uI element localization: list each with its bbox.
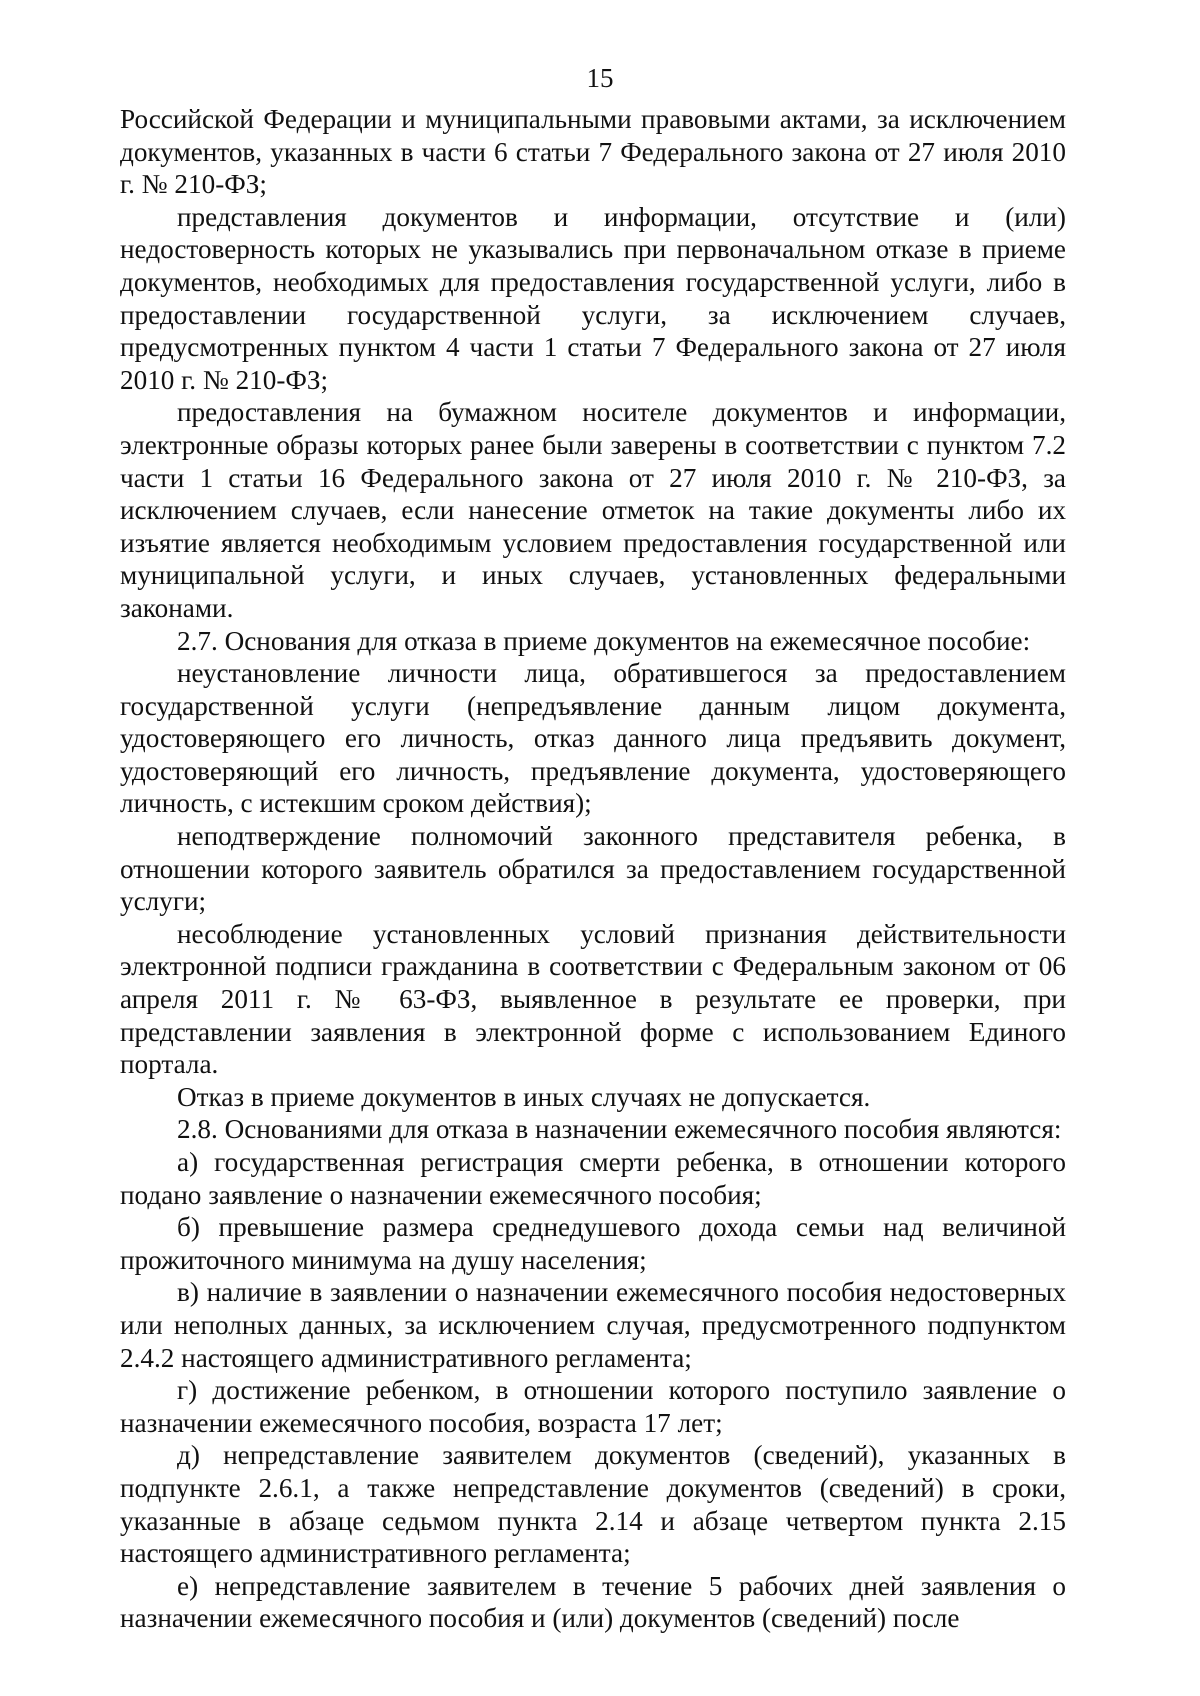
document-body	[120, 103, 1066, 1635]
paragraph: д) непредставление заявителем документов (сведений), указанных в подпункте 2.6.1, а также непредставление документов (сведений) в сроки, указанные в абзаце седьмом пункта 2.14 и абзаце четвертом пункта 2.15 настоящего административного регламента;	[120, 1440, 1066, 1569]
page-number: 15	[586, 63, 614, 93]
paragraph: г) достижение ребенком, в отношении которого поступило заявление о назначении ежемесячного пособия, возраста 17 лет;	[120, 1375, 1066, 1438]
paragraph: Российской Федерации и муниципальными правовыми актами, за исключением документов, указанных в части 6 статьи 7 Федерального закона от 27 июля 2010 г. № 210-ФЗ;	[120, 104, 1066, 200]
paragraph: неподтверждение полномочий законного представителя ребенка, в отношении которого заявитель обратился за предоставлением государственной услуги;	[120, 821, 1066, 917]
paragraph: е) непредставление заявителем в течение 5 рабочих дней заявления о назначении ежемесячного пособия и (или) документов (сведений) после	[120, 1570, 1066, 1634]
paragraph: Отказ в приеме документов в иных случаях не допускается.	[177, 1081, 871, 1112]
paragraph: а) государственная регистрация смерти ребенка, в отношении которого подано заявление о назначении ежемесячного пособия;	[120, 1147, 1066, 1210]
paragraph: несоблюдение установленных условий признания действительности электронной подписи гражданина в соответствии с Федеральным законом от 06 апреля 2011 г. № 63-ФЗ, выявленное в результате ее проверки, при представлении заявления в электронной форме с использованием Единого портала.	[120, 918, 1066, 1080]
paragraph: б) превышение размера среднедушевого дохода семьи над величиной прожиточного минимума на душу населения;	[120, 1212, 1066, 1275]
paragraph: 2.7. Основания для отказа в приеме документов на ежемесячное пособие:	[177, 625, 1031, 656]
paragraph: неустановление личности лица, обратившегося за предоставлением государственной услуги (непредъявление данным лицом документа, удостоверяющего его личность, отказ данного лица предъявить документ, удостоверяющий его личность, предъявление документа, удостоверяющего личность, с истекшим сроком действия);	[120, 658, 1066, 819]
paragraph: представления документов и информации, отсутствие и (или) недостоверность которых не указывались при первоначальном отказе в приеме документов, необходимых для предоставления государственной услуги, либо в предоставлении государственной услуги, за исключением случаев, предусмотренных пунктом 4 части 1 статьи 7 Федерального закона от 27 июля 2010 г. № 210-ФЗ;	[120, 201, 1066, 395]
paragraph: предоставления на бумажном носителе документов и информации, электронные образы которых ранее были заверены в соответствии с пунктом 7.2 части 1 статьи 16 Федерального закона от 27 июля 2010 г. № 210-ФЗ, за исключением случаев, если нанесение отметок на такие документы либо их изъятие является необходимым условием предоставления государственной или муниципальной услуги, и иных случаев, установленных федеральными законами.	[120, 397, 1066, 623]
paragraph: 2.8. Основаниями для отказа в назначении ежемесячного пособия являются:	[177, 1114, 1062, 1145]
paragraph: в) наличие в заявлении о назначении ежемесячного пособия недостоверных или неполных данных, за исключением случая, предусмотренного подпунктом 2.4.2 настоящего административного регламента;	[120, 1277, 1066, 1373]
